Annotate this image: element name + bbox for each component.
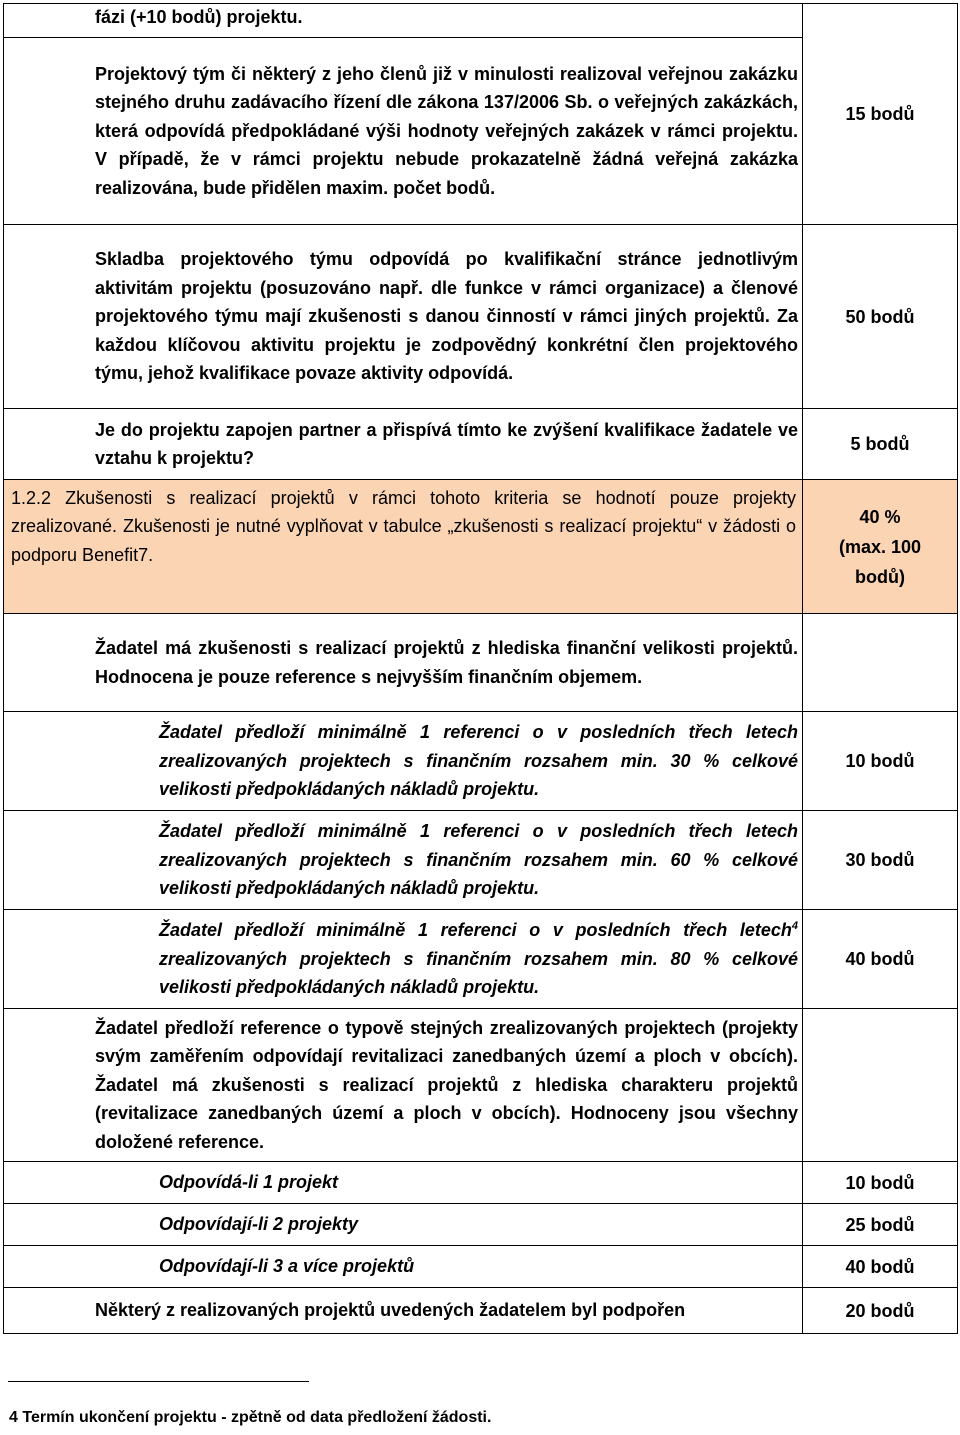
footnote <box>9 1409 491 1427</box>
section-points-percent: 40 % <box>859 506 901 527</box>
points-cell: 5 bodů <box>803 409 958 480</box>
points-cell: 10 bodů <box>803 712 958 811</box>
section-points-cell <box>803 480 958 614</box>
footnote-text: Termín ukončení projektu - zpětně od data předložení žádosti. <box>17 1409 492 1426</box>
table-row <box>4 1246 958 1288</box>
table-row <box>4 910 958 1009</box>
points-cell: 25 bodů <box>803 1204 958 1246</box>
criteria-table <box>3 3 958 1334</box>
points-cell-empty <box>803 1009 958 1162</box>
option-text: Odpovídá-li 1 projekt <box>4 1162 803 1204</box>
section-heading: 1.2.2 Zkušenosti s realizací projektů v rámci tohoto kriteria se hodnotí pouze projekty zrealizované. Zkušenosti je nutné vyplňovat v tabulce „zkušenosti s realizací projektu“ v žádosti o podporu Benefit7. <box>4 480 803 614</box>
table-row <box>4 1009 958 1162</box>
option-text: Žadatel předloží minimálně 1 referenci o v posledních třech letech zrealizovaných projektech s finančním rozsahem min. 60 % celkové velikosti předpokládaných nákladů projektu. <box>4 811 803 910</box>
option-text-part: Žadatel předloží minimálně 1 referenci o v posledních třech letech <box>159 920 792 941</box>
table-row <box>4 225 958 409</box>
table-row <box>4 811 958 910</box>
table-row <box>4 614 958 712</box>
points-cell: 20 bodů <box>803 1288 958 1334</box>
points-cell: 15 bodů <box>803 4 958 225</box>
subcriterion-text: Žadatel předloží reference o typově stejných zrealizovaných projektech (projekty svým zaměřením odpovídají revitalizaci zanedbaných území a ploch v obcích). Žadatel má zkušenosti s realizací projektů z hlediska charakteru projektů (revitalizace zanedbaných území a ploch v obcích). Hodnoceny jsou všechny doložené reference. <box>4 1009 803 1162</box>
option-text: Žadatel předloží minimálně 1 referenci o v posledních třech letech zrealizovaných projektech s finančním rozsahem min. 30 % celkové velikosti předpokládaných nákladů projektu. <box>4 712 803 811</box>
option-text-part: zrealizovaných projektech s finančním rozsahem min. 80 % celkové velikosti předpokládaných nákladů projektu. <box>159 948 798 998</box>
table-row <box>4 409 958 480</box>
section-points-max: (max. 100 <box>838 536 922 557</box>
criterion-text <box>4 4 803 38</box>
table-row <box>4 712 958 811</box>
section-points-unit: bodů) <box>855 566 905 587</box>
footnote-separator <box>8 1381 309 1382</box>
table-row <box>4 1204 958 1246</box>
criterion-text: Některý z realizovaných projektů uvedených žadatelem byl podpořen <box>4 1288 803 1334</box>
criterion-text: Skladba projektového týmu odpovídá po kvalifikační stránce jednotlivým aktivitám projektu (posuzováno např. dle funkce v rámci organizace) a členové projektového týmu mají zkušenosti s danou činností v rámci jiných projektů. Za každou klíčovou aktivitu projektu je zodpovědný konkrétní člen projektového týmu, jehož kvalifikace povaze aktivity odpovídá. <box>4 225 803 409</box>
option-text <box>4 910 803 1009</box>
points-cell: 10 bodů <box>803 1162 958 1204</box>
table-row <box>4 4 958 38</box>
table-row <box>4 1162 958 1204</box>
criterion-text: Projektový tým či některý z jeho členů již v minulosti realizoval veřejnou zakázku stejného druhu zadávacího řízení dle zákona 137/2006 Sb. o veřejných zakázkách, která odpovídá předpokládané výši hodnoty veřejných zakázek v rámci projektu. V případě, že v rámci projektu nebude prokazatelně žádná veřejná zakázka realizována, bude přidělen maxim. počet bodů. <box>4 38 803 225</box>
subcriterion-text: Žadatel má zkušenosti s realizací projektů z hlediska finanční velikosti projektů. Hodnocena je pouze reference s nejvyšším finančním objemem. <box>4 614 803 712</box>
criterion-text: Je do projektu zapojen partner a přispívá tímto ke zvýšení kvalifikace žadatele ve vztahu k projektu? <box>4 409 803 480</box>
points-cell: 30 bodů <box>803 811 958 910</box>
points-cell-empty <box>803 614 958 712</box>
points-cell: 40 bodů <box>803 910 958 1009</box>
points-cell: 40 bodů <box>803 1246 958 1288</box>
footnote-reference: 4 <box>791 920 798 933</box>
points-cell: 50 bodů <box>803 225 958 409</box>
section-header-row <box>4 480 958 614</box>
criterion-text-fragment: fázi (+10 bodů) projektu. <box>95 7 303 27</box>
footnote-number: 4 <box>9 1409 18 1426</box>
option-text: Odpovídají-li 2 projekty <box>4 1204 803 1246</box>
option-text: Odpovídají-li 3 a více projektů <box>4 1246 803 1288</box>
table-row <box>4 1288 958 1334</box>
